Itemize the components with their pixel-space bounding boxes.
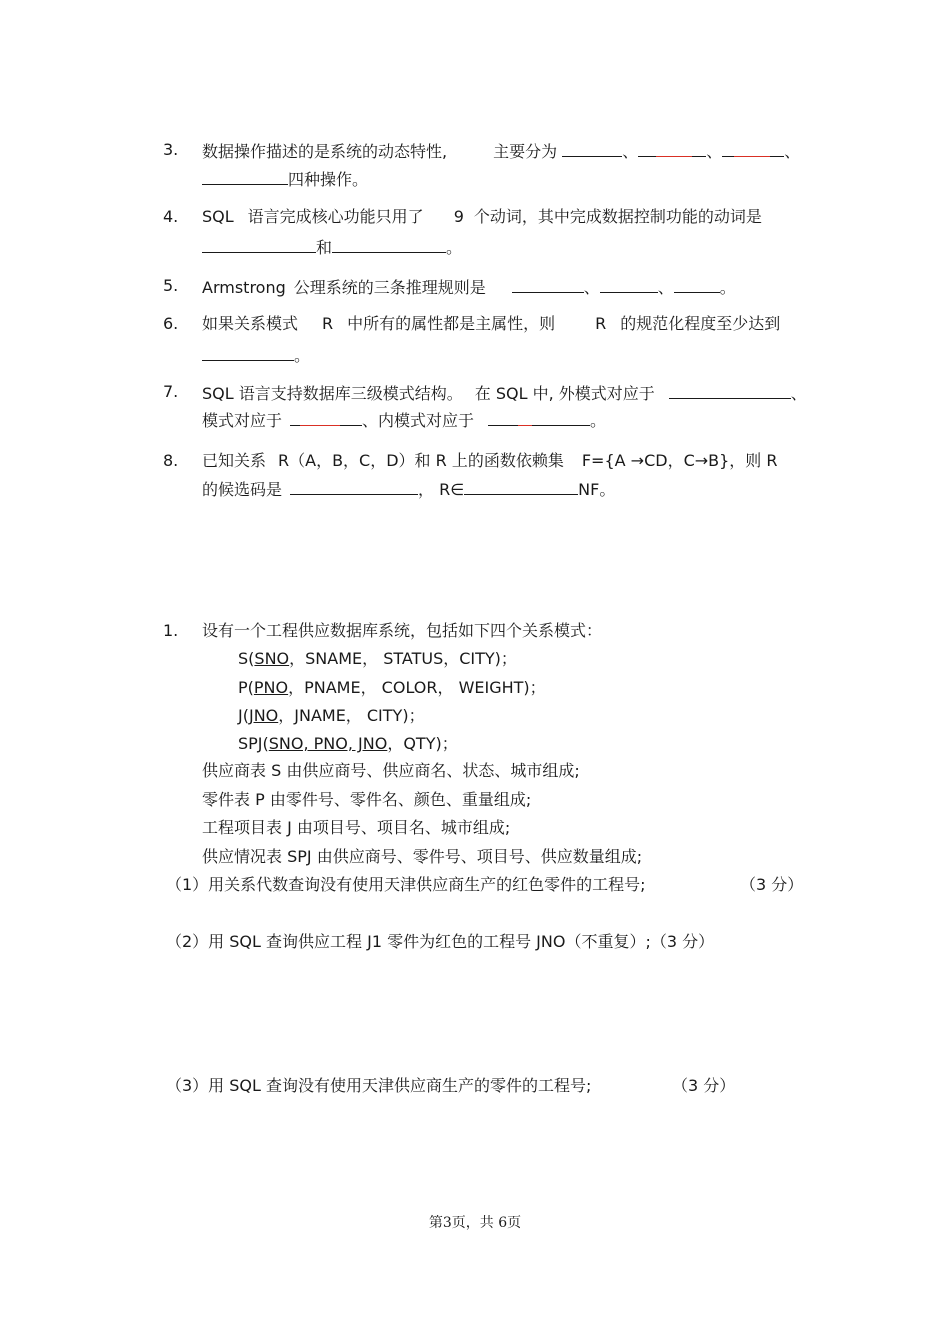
blank	[674, 276, 720, 293]
q4-text4: 个动词，其中完成数据控制功能的动词是	[473, 207, 762, 226]
question-4-line2	[202, 236, 462, 258]
q6-text3: 中所有的属性都是主属性，则	[347, 314, 556, 333]
red-mark	[656, 140, 692, 157]
blank	[202, 344, 294, 361]
page-footer: 第3页，共 6页	[428, 1215, 522, 1231]
schema-spj-rest: ，QTY)；	[387, 734, 458, 753]
blank	[202, 236, 316, 253]
q7-line1b: 在 SQL 中, 外模式对应于	[474, 384, 655, 403]
blank	[669, 382, 791, 399]
schema-spj	[238, 734, 458, 754]
blank	[512, 276, 584, 293]
q8-line1a: 已知关系	[202, 451, 267, 470]
q7-line2a: 模式对应于	[202, 411, 283, 430]
question-4-number: 4.	[163, 207, 179, 226]
schema-spj-key: SNO, PNO, JNO	[268, 734, 388, 753]
sub-question-1-score: （3 分）	[740, 875, 804, 894]
blank	[488, 409, 518, 426]
schema-s-rest: ，SNAME， STATUS，CITY)；	[289, 649, 517, 668]
q4-text2: 语言完成核心功能只用了	[247, 207, 424, 226]
q7-end: 。	[590, 411, 607, 430]
q6-r2: R	[595, 314, 607, 333]
table-desc-p: 零件表 P 由零件号、零件名、颜色、重量组成;	[202, 790, 532, 809]
red-mark	[518, 409, 532, 426]
table-desc-s: 供应商表 S 由供应商号、供应商名、状态、城市组成;	[202, 761, 580, 780]
blank	[638, 140, 656, 157]
q8-line2c: NF。	[578, 480, 616, 499]
blank	[340, 409, 362, 426]
blank	[562, 140, 574, 157]
q7-line2b: 、内模式对应于	[362, 411, 475, 430]
blank	[608, 140, 622, 157]
sub-question-2: （2）用 SQL 查询供应工程 J1 零件为红色的工程号 JNO（不重复）;（3 分）	[166, 932, 715, 951]
schema-spj-name: SPJ(	[238, 734, 269, 753]
blank	[574, 140, 608, 157]
schema-p	[238, 678, 546, 698]
q8-line2b: ， R∈	[418, 480, 465, 499]
question-6-line2	[202, 344, 310, 366]
question-6-number: 6.	[163, 314, 179, 333]
schema-j-rest: ，JNAME， CITY)；	[278, 706, 425, 725]
blank	[600, 276, 658, 293]
q5-text2: 公理系统的三条推理规则是	[293, 278, 486, 297]
table-desc-j: 工程项目表 J 由项目号、项目名、城市组成;	[202, 818, 511, 837]
blank	[332, 236, 446, 253]
blank	[770, 140, 784, 157]
blank	[202, 168, 222, 185]
q6-text1: 如果关系模式	[202, 314, 299, 333]
q8-line1c: F={A →CD，C→B}，则 R	[581, 451, 778, 470]
blank	[290, 478, 418, 495]
schema-j-name: J(	[238, 706, 249, 725]
q4-nine: 9	[453, 207, 464, 226]
q7-line1: SQL 语言支持数据库三级模式结构。	[202, 384, 463, 403]
blank	[532, 409, 590, 426]
question-3-line1: 数据操作描述的是系统的动态特性, 主要分为 、 、 、	[202, 142, 801, 161]
table-desc-spj: 供应情况表 SPJ 由供应商号、零件号、项目号、供应数量组成;	[202, 847, 643, 866]
schema-s-name: S(	[238, 649, 255, 668]
schema-j-key: JNO	[248, 706, 279, 725]
q6-r1: R	[322, 314, 334, 333]
question-3-suffix: 四种操作。	[288, 170, 369, 189]
blank	[692, 140, 706, 157]
question-8-number: 8.	[163, 451, 179, 470]
question-5-number: 5.	[163, 276, 179, 295]
schema-s-key: SNO	[254, 649, 290, 668]
sub-question-3-score: （3 分）	[672, 1076, 736, 1095]
q5-armstrong: Armstrong	[202, 278, 286, 297]
question-5-line: Armstrong 公理系统的三条推理规则是 、 、 。	[202, 278, 736, 297]
question-3-number: 3.	[163, 140, 179, 159]
red-mark	[734, 140, 770, 157]
blank	[290, 409, 300, 426]
q5-end: 。	[719, 278, 736, 297]
sub-question-3: （3）用 SQL 查询没有使用天津供应商生产的零件的工程号;	[166, 1076, 592, 1095]
question-8-line2	[202, 478, 615, 500]
blank	[222, 168, 262, 185]
schema-p-rest: ，PNAME， COLOR， WEIGHT)；	[288, 678, 546, 697]
q8-line2a: 的候选码是	[202, 480, 283, 499]
question-7-line1: SQL 语言支持数据库三级模式结构。 在 SQL 中, 外模式对应于 、	[202, 384, 807, 403]
schema-p-key: PNO	[253, 678, 289, 697]
q8-line1b: R（A，B，C，D）和 R 上的函数依赖集	[278, 451, 564, 470]
schema-p-name: P(	[238, 678, 254, 697]
question-3-text: 数据操作描述的是系统的动态特性,	[202, 142, 448, 161]
sub-question-1: （1）用关系代数查询没有使用天津供应商生产的红色零件的工程号;	[166, 875, 646, 894]
question-8-line1	[202, 451, 778, 471]
question-6-line1	[202, 314, 780, 334]
design-question-number: 1.	[163, 621, 179, 640]
q4-sql: SQL	[202, 207, 234, 226]
blank	[464, 478, 578, 495]
question-7-number: 7.	[163, 382, 179, 401]
blank	[722, 140, 734, 157]
question-7-line2	[202, 409, 606, 431]
q4-and: 和	[316, 238, 333, 257]
schema-j	[238, 706, 425, 726]
question-4-line1	[202, 207, 762, 227]
q6-end: 。	[294, 346, 311, 365]
q6-text5: 的规范化程度至少达到	[620, 314, 781, 333]
red-mark	[300, 409, 340, 426]
question-3-text2: 主要分为	[493, 142, 558, 161]
blank	[262, 168, 288, 185]
q4-end: 。	[446, 238, 463, 257]
schema-s	[238, 649, 517, 669]
design-intro: 设有一个工程供应数据库系统，包括如下四个关系模式：	[202, 621, 603, 640]
question-3-line2	[202, 168, 368, 190]
